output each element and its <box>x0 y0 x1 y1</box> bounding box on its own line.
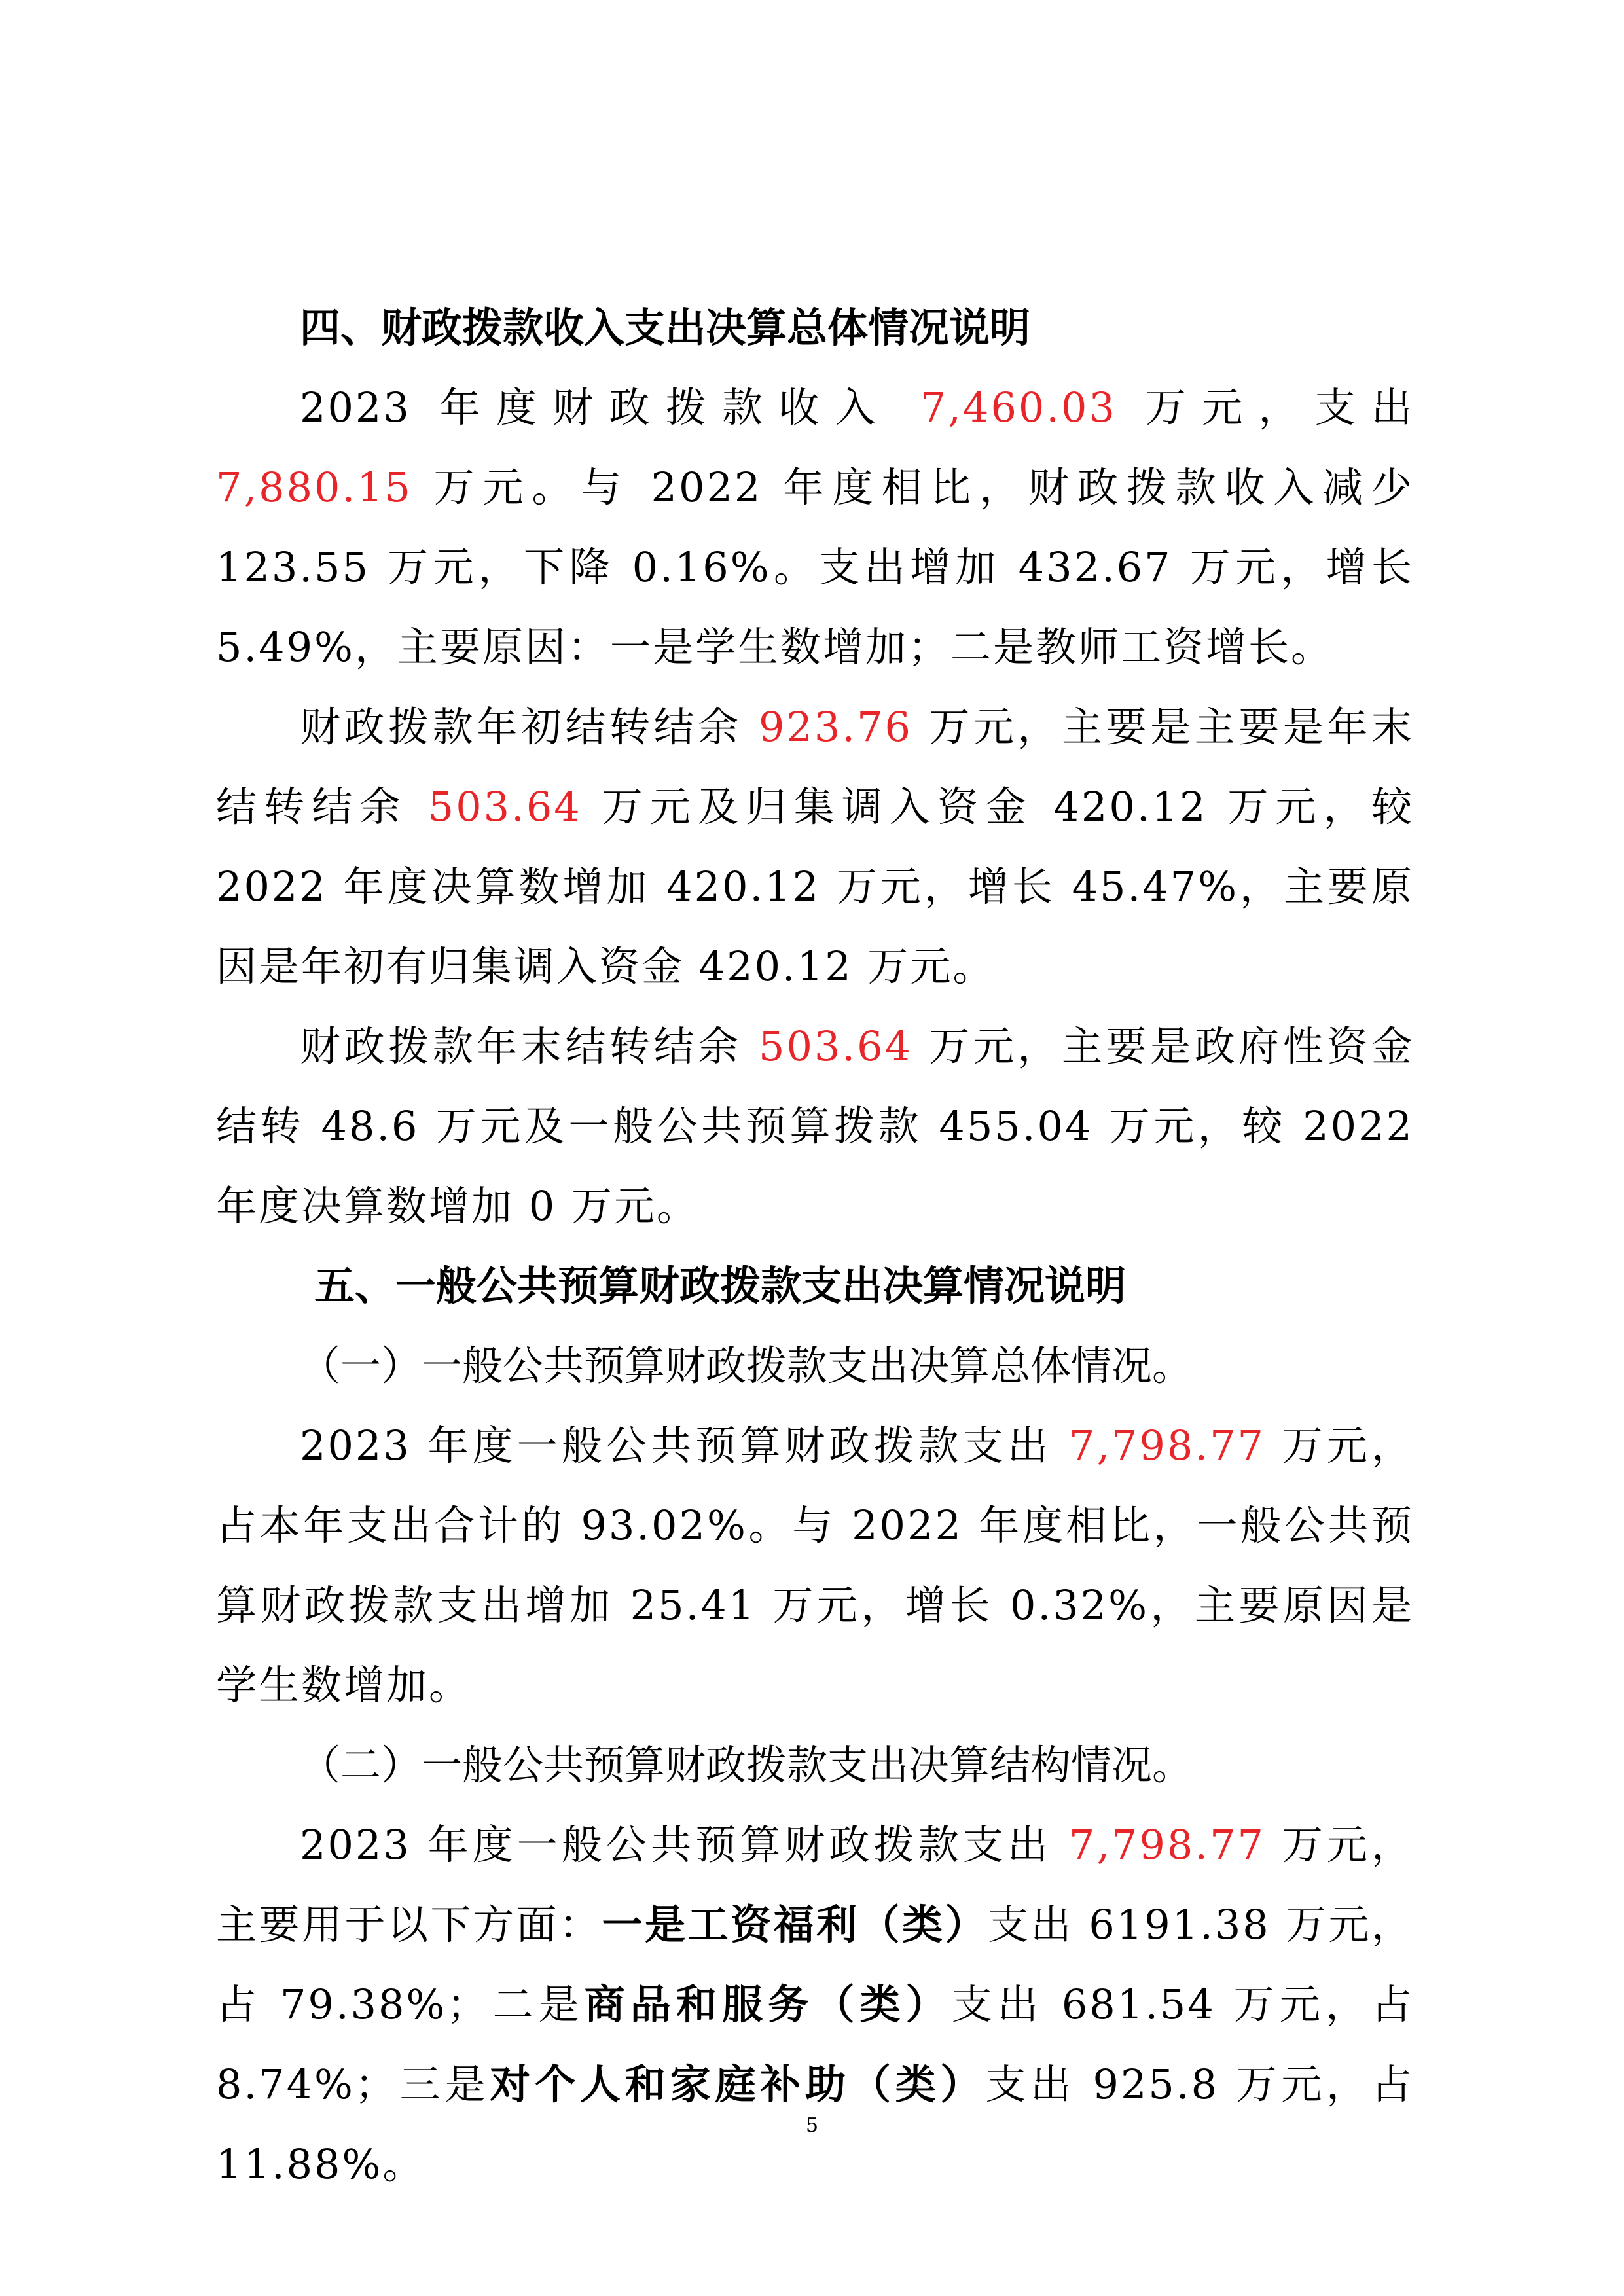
text: 支出 681.54 万元，占 8.74%；三是 <box>216 1981 1414 2108</box>
text: 万元。与 2022 年度相比，财政拨款收入减少 123.55 万元，下降 0.16%。支出增加 432.67 万元，增长 5.49%，主要原因：一是学生数增加；二是教师工资增长。 <box>216 463 1414 671</box>
highlight-begin-balance: 923.76 <box>759 703 912 751</box>
category-household-subsidy: 对个人和家庭补助（类） <box>490 2060 986 2108</box>
highlight-end-balance: 503.64 <box>427 783 582 831</box>
text: 财政拨款年末结转结余 <box>300 1022 759 1070</box>
text: 财政拨款年初结转结余 <box>300 703 759 751</box>
section-heading-5: 五、一般公共预算财政拨款支出决算情况说明 <box>314 1262 1127 1310</box>
highlight-income: 7,460.03 <box>920 384 1117 431</box>
text: 万元，主要是主要是年末结转结余 <box>216 703 1414 831</box>
category-goods-services: 商品和服务（类） <box>584 1981 952 2028</box>
highlight-end-balance: 503.64 <box>759 1022 912 1070</box>
document-body <box>216 288 1414 2204</box>
text: 2023 年度财政拨款收入 <box>300 384 920 431</box>
text: 万元，主要是政府性资金结转 48.6 万元及一般公共预算拨款 455.04 万元，较 2022 年度决算数增加 0 万元。 <box>216 1022 1414 1230</box>
paragraph-general-budget-structure <box>216 1805 1414 2204</box>
highlight-expense: 7,880.15 <box>216 463 413 511</box>
paragraph-general-budget-overall <box>216 1406 1414 1725</box>
text: 万元，主要用于以下方面： <box>216 1821 1414 1948</box>
highlight-amount: 7,798.77 <box>1068 1821 1265 1869</box>
page-number: 5 <box>805 2114 819 2137</box>
text: 支出 925.8 万元，占 11.88%。 <box>216 2060 1414 2188</box>
text: 支出 6191.38 万元，占 79.38%；二是 <box>216 1901 1414 2028</box>
text: 万元，占本年支出合计的 93.02%。与 2022 年度相比，一般公共预算财政拨款支出增加 25.41 万元，增长 0.32%，主要原因是学生数增加。 <box>216 1422 1414 1709</box>
subheading-structure: （二）一般公共预算财政拨款支出决算结构情况。 <box>300 1741 1193 1789</box>
paragraph-begin-balance <box>216 687 1414 1007</box>
text: 万元，支出 <box>1116 384 1414 431</box>
paragraph-income-expense <box>216 368 1414 687</box>
text: 2023 年度一般公共预算财政拨款支出 <box>300 1422 1069 1469</box>
category-wages-welfare: 一是工资福利（类） <box>602 1901 988 1948</box>
subheading-overall: （一）一般公共预算财政拨款支出决算总体情况。 <box>300 1342 1193 1390</box>
paragraph-end-balance <box>216 1007 1414 1246</box>
text: 2023 年度一般公共预算财政拨款支出 <box>300 1821 1069 1869</box>
text: 万元及归集调入资金 420.12 万元，较 2022 年度决算数增加 420.12 万元，增长 45.47%，主要原因是年初有归集调入资金 420.12 万元。 <box>216 783 1414 990</box>
highlight-amount: 7,798.77 <box>1068 1422 1265 1469</box>
section-heading-4: 四、财政拨款收入支出决算总体情况说明 <box>300 304 1031 351</box>
